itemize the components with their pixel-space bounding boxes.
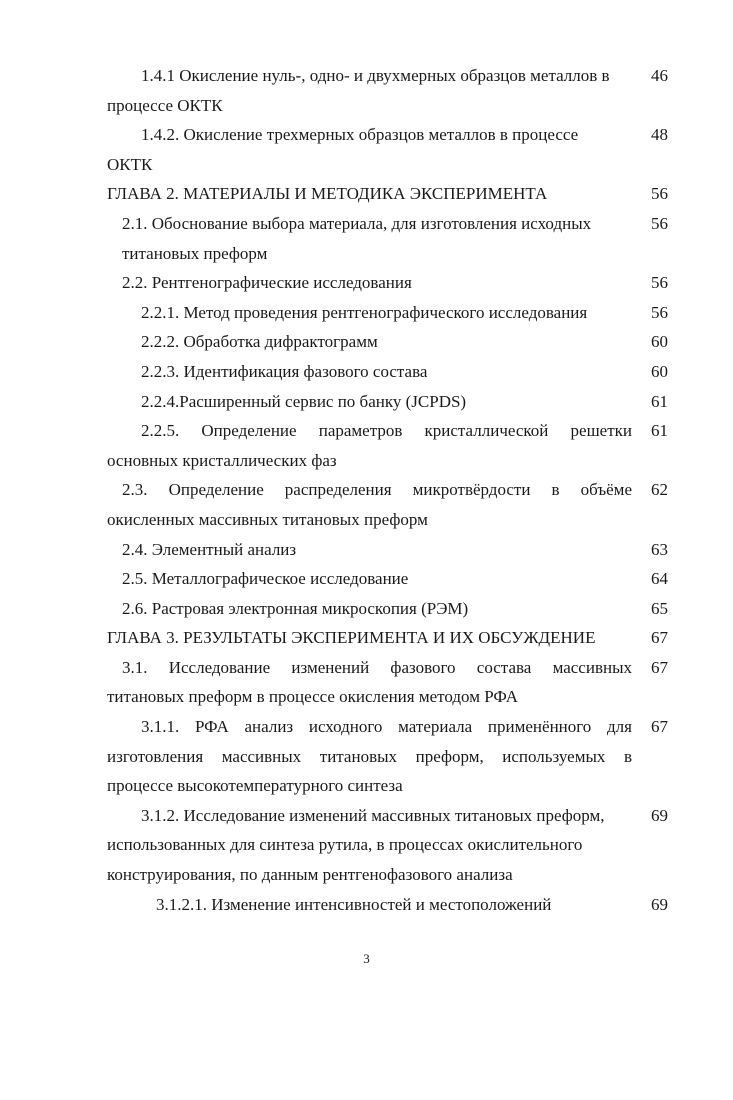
- toc-entry-title-line: 2.2.1. Метод проведения рентгенографического исследования: [141, 302, 588, 322]
- toc-entry-title-line: 2.5. Металлографическое исследование: [122, 569, 409, 589]
- toc-entry-title-line: 2.2.2. Обработка дифрактограмм: [141, 332, 378, 352]
- toc-entry-title-line: 2.2.4.Расширенный сервис по банку (JCPDS): [141, 391, 467, 411]
- toc-entry-page: 65: [651, 598, 668, 618]
- toc-entry-title-line: 3.1. Исследование изменений фазового состава массивных: [122, 657, 632, 677]
- toc-entry[interactable]: [107, 594, 672, 624]
- toc-entry-title-line: 2.3. Определение распределения микротвёрдости в объёме: [122, 480, 632, 500]
- toc-entry-title-line: титановых преформ: [122, 243, 268, 263]
- toc-entry-title-line: 1.4.1 Окисление нуль-, одно- и двухмерных образцов металлов в: [141, 66, 610, 85]
- table-of-contents: [107, 61, 672, 919]
- toc-entry-page: 60: [651, 361, 668, 381]
- toc-entry-page: 69: [651, 805, 668, 825]
- toc-entry-page: 61: [651, 421, 668, 441]
- toc-entry[interactable]: [107, 179, 672, 209]
- toc-entry-title-line: основных кристаллических фаз: [107, 450, 337, 470]
- toc-entry[interactable]: [107, 712, 672, 801]
- toc-entry-title-line: 2.2.5. Определение параметров кристаллической решетки: [141, 421, 632, 441]
- page-number: 3: [363, 951, 370, 966]
- toc-entry[interactable]: [107, 298, 672, 328]
- toc-entry-page: 56: [651, 302, 668, 322]
- toc-entry-title-line: ОКТК: [107, 154, 153, 174]
- toc-entry-page: 69: [651, 894, 668, 914]
- toc-entry[interactable]: [107, 268, 672, 298]
- toc-entry[interactable]: [107, 801, 672, 890]
- toc-entry[interactable]: [107, 475, 672, 534]
- toc-entry-page: 46: [651, 66, 668, 85]
- toc-entry-page: 67: [651, 657, 668, 677]
- toc-entry-title-line: 3.1.2. Исследование изменений массивных титановых преформ,: [141, 805, 605, 825]
- toc-entry[interactable]: [107, 327, 672, 357]
- toc-entry-page: 60: [651, 332, 668, 352]
- toc-entry-title-line: конструирования, по данным рентгенофазового анализа: [107, 865, 513, 885]
- toc-entry[interactable]: [107, 61, 672, 120]
- toc-entry-page: 62: [651, 480, 668, 500]
- toc-entry[interactable]: [107, 209, 672, 268]
- toc-entry-title-line: изготовления массивных титановых преформ, используемых в: [107, 746, 632, 766]
- toc-entry-title-line: ГЛАВА 3. РЕЗУЛЬТАТЫ ЭКСПЕРИМЕНТА И ИХ ОБСУЖДЕНИЕ: [107, 628, 596, 648]
- toc-entry-title-line: 3.1.2.1. Изменение интенсивностей и местоположений: [156, 894, 552, 914]
- toc-entry-title-line: 2.2. Рентгенографические исследования: [122, 273, 412, 293]
- toc-entry-page: 56: [651, 184, 668, 204]
- toc-entry[interactable]: [107, 653, 672, 712]
- toc-entry-title-line: титановых преформ в процессе окисления методом РФА: [107, 687, 519, 707]
- toc-entry[interactable]: [107, 387, 672, 417]
- toc-entry-title-line: 1.4.2. Окисление трехмерных образцов металлов в процессе: [141, 125, 579, 145]
- toc-entry-page: 56: [651, 213, 668, 233]
- toc-entry-title-line: процессе высокотемпературного синтеза: [107, 776, 403, 796]
- toc-entry-page: 67: [651, 717, 668, 737]
- toc-entry-title-line: 2.2.3. Идентификация фазового состава: [141, 361, 428, 381]
- toc-entry-page: 56: [651, 273, 668, 293]
- toc-entry[interactable]: [107, 120, 672, 179]
- toc-entry[interactable]: [107, 564, 672, 594]
- toc-entry-title-line: использованных для синтеза рутила, в процессах окислительного: [107, 835, 583, 855]
- toc-entry-title-line: ГЛАВА 2. МАТЕРИАЛЫ И МЕТОДИКА ЭКСПЕРИМЕНТА: [107, 184, 548, 204]
- toc-entry-title-line: окисленных массивных титановых преформ: [107, 509, 428, 529]
- toc-entry-page: 67: [651, 628, 668, 648]
- toc-entry[interactable]: [107, 890, 672, 920]
- toc-entry-title-line: процессе ОКТК: [107, 95, 223, 115]
- toc-entry-page: 61: [651, 391, 668, 411]
- toc-entry[interactable]: [107, 357, 672, 387]
- toc-entry[interactable]: [107, 623, 672, 653]
- toc-entry[interactable]: [107, 535, 672, 565]
- toc-entry-title-line: 3.1.1. РФА анализ исходного материала применённого для: [141, 717, 632, 737]
- toc-entry-title-line: 2.6. Растровая электронная микроскопия (РЭМ): [122, 598, 469, 618]
- toc-entry-title-line: 2.4. Элементный анализ: [122, 539, 297, 559]
- toc-entry-title-line: 2.1. Обоснование выбора материала, для изготовления исходных: [122, 213, 592, 233]
- toc-entry[interactable]: [107, 416, 672, 475]
- toc-entry-page: 64: [651, 569, 668, 589]
- toc-entry-page: 48: [651, 125, 668, 145]
- toc-entry-page: 63: [651, 539, 668, 559]
